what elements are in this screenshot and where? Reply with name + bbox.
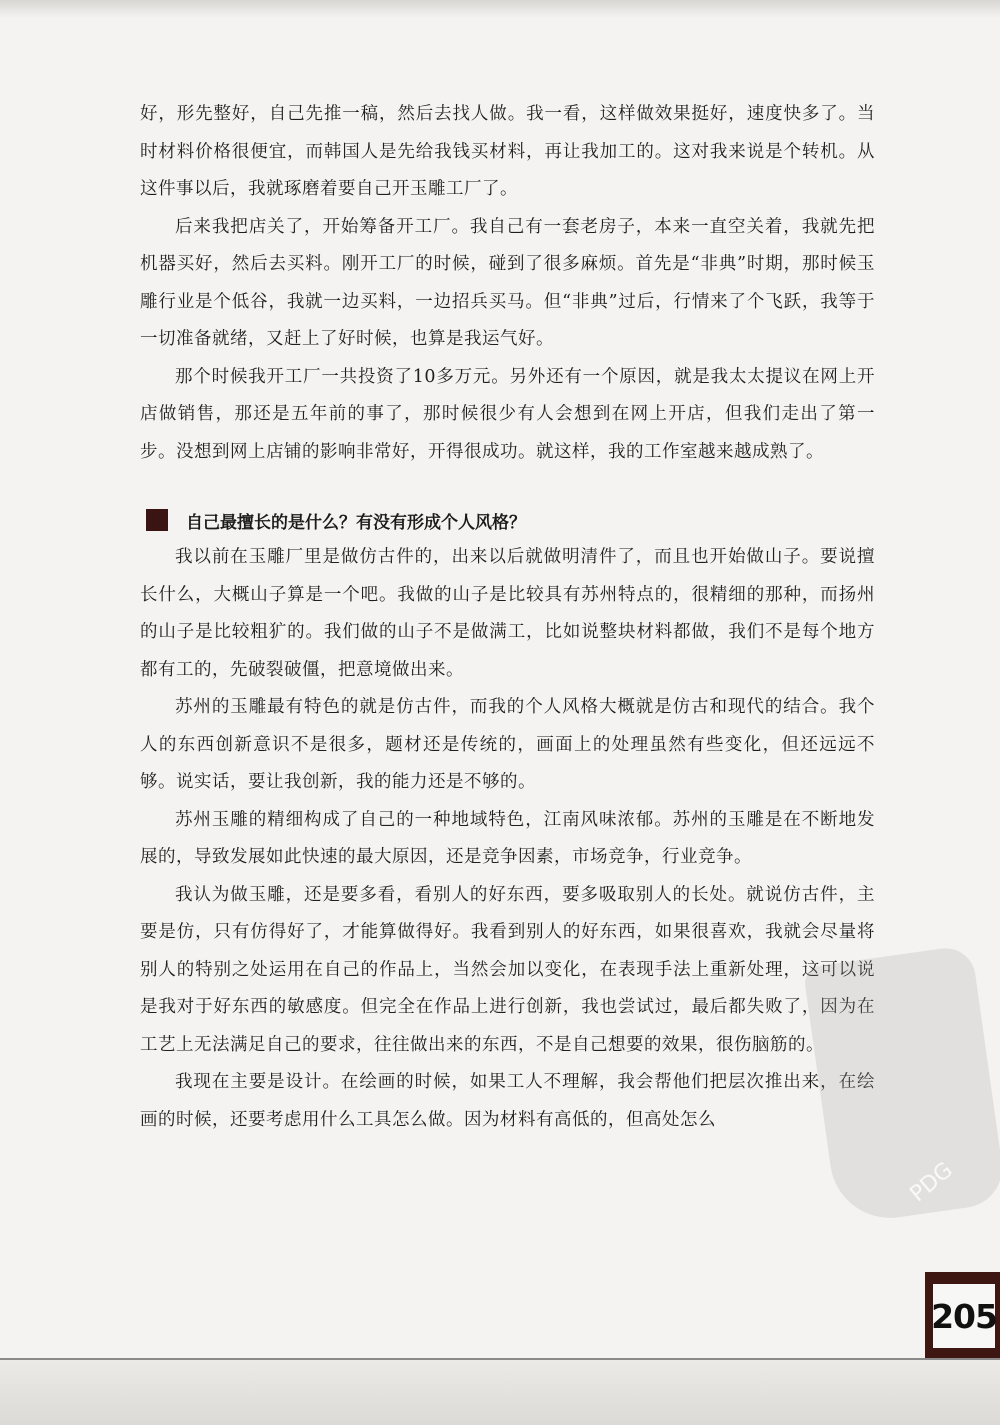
page-number-box bbox=[925, 1272, 1000, 1360]
heading-square-icon bbox=[146, 509, 168, 531]
paragraph-2: 后来我把店关了，开始筹备开工厂。我自己有一套老房子，本来一直空关着，我就先把机器买好，然后去买料。刚开工厂的时候，碰到了很多麻烦。首先是“非典”时期，那时候玉雕行业是个低谷，我就一边买料，一边招兵买马。但“非典”过后，行情来了个飞跃，我等于一切准备就绪，又赶上了好时候，也算是我运气好。 bbox=[140, 216, 875, 349]
paragraph-5: 苏州的玉雕最有特色的就是仿古件，而我的个人风格大概就是仿古和现代的结合。我个人的东西创新意识不是很多，题材还是传统的，画面上的处理虽然有些变化，但还远远不够。说实话，要让我创新，我的能力还是不够的。 bbox=[140, 697, 875, 792]
top-scan-band bbox=[0, 0, 1000, 18]
watermark-label: PDG bbox=[905, 1157, 958, 1208]
section-heading bbox=[140, 501, 875, 539]
page-body bbox=[140, 96, 875, 1139]
paragraph-3: 那个时候我开工厂一共投资了10多万元。另外还有一个原因，就是我太太提议在网上开店做销售，那还是五年前的事了，那时候很少有人会想到在网上开店，但我们走出了第一步。没想到网上店铺的影响非常好，开得很成功。就这样，我的工作室越来越成熟了。 bbox=[140, 366, 875, 462]
paragraph-6: 苏州玉雕的精细构成了自己的一种地域特色，江南风味浓郁。苏州的玉雕是在不断地发展的，导致发展如此快速的最大原因，还是竞争因素，市场竞争，行业竞争。 bbox=[140, 809, 875, 867]
page-number-inner bbox=[933, 1284, 995, 1348]
paragraph-1: 好，形先整好，自己先推一稿，然后去找人做。我一看，这样做效果挺好，速度快多了。当时材料价格很便宜，而韩国人是先给我钱买材料，再让我加工的。这对我来说是个转机。从这件事以后，我就琢磨着要自己开玉雕工厂了。 bbox=[140, 104, 875, 199]
paragraph-7: 我认为做玉雕，还是要多看，看别人的好东西，要多吸取别人的长处。就说仿古件，主要是仿，只有仿得好了，才能算做得好。我看到别人的好东西，如果很喜欢，我就会尽量将别人的特别之处运用在自己的作品上，当然会加以变化，在表现手法上重新处理，这可以说是我对于好东西的敏感度。但完全在作品上进行创新，我也尝试过，最后都失败了，因为在工艺上无法满足自己的要求，往往做出来的东西，不是自己想要的效果，很伤脑筋的。 bbox=[140, 884, 875, 1055]
section-heading-text: 自己最擅长的是什么？有没有形成个人风格？ bbox=[186, 512, 526, 533]
paragraph-8: 我现在主要是设计。在绘画的时候，如果工人不理解，我会帮他们把层次推出来，在绘画的时候，还要考虑用什么工具怎么做。因为材料有高低的，但高处怎么 bbox=[140, 1072, 875, 1130]
bottom-scan-band bbox=[0, 1360, 1000, 1425]
watermark-stamp bbox=[803, 944, 1000, 1225]
page-number: 205 bbox=[931, 1296, 997, 1336]
paragraph-4: 我以前在玉雕厂里是做仿古件的，出来以后就做明清件了，而且也开始做山子。要说擅长什么，大概山子算是一个吧。我做的山子是比较具有苏州特点的，很精细的那种，而扬州的山子是比较粗犷的。我们做的山子不是做满工，比如说整块材料都做，我们不是每个地方都有工的，先破裂破僵，把意境做出来。 bbox=[140, 547, 875, 680]
